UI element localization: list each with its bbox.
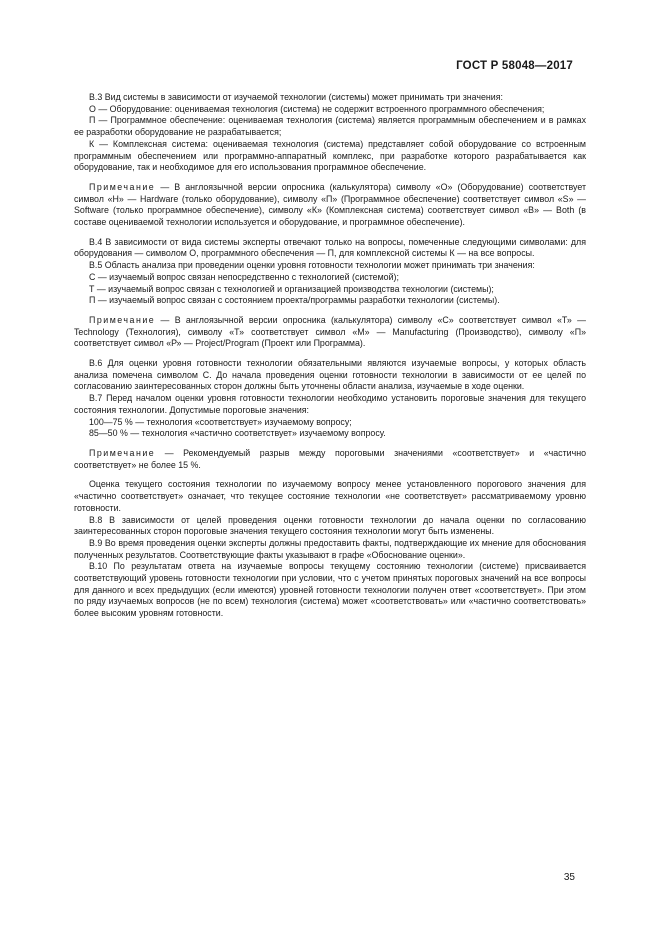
threshold-partial: 85—50 % — технология «частично соответствует» изучаемому вопросу. — [89, 428, 386, 439]
list-item-hardware: О — Оборудование: оцениваемая технология (система) не содержит встроенного программного обеспечения; — [89, 103, 545, 114]
paragraph-b9: В.9 Во время проведения оценки эксперты должны предоставить факты, подтверждающие их мнение для обоснования полученных результатов. Соответствующие факты указывают в графе «Обоснование оценки». — [74, 537, 586, 560]
threshold-full: 100—75 % — технология «соответствует» изучаемому вопросу; — [89, 416, 352, 427]
list-item-complex: К — Комплексная система: оцениваемая технология (система) представляет собой оборудование со встроенным программным обеспечением или программно-аппаратный комплекс, при разработке которого разрабатывается как оборудование, так и необходимое для его использования программное обеспечение. — [74, 138, 586, 173]
paragraph-assessment: Оценка текущего состояния технологии по изучаемому вопросу менее установленного порогового значения для «частично соответствует» означает, что текущее состояние технологии «не соответствует» рассматриваемому уровню готовности. — [74, 479, 586, 513]
note-label: Примечание — [89, 181, 156, 192]
standard-designation: ГОСТ Р 58048—2017 — [456, 60, 573, 72]
list-item-c: С — изучаемый вопрос связан непосредственно с технологией (системой); — [89, 271, 399, 282]
paragraph-b10: В.10 По результатам ответа на изучаемые вопросы текущему состоянию технологии (системе) присваивается соответствующий уровень готовности технологии при условии, что с учетом принятых пороговых значений на все вопросы для данного и всех предыдущих (если имеются) уровней готовности технологии получен ответ «соответствует». При этом по ряду изучаемых вопросов (не по всем) технология (система) может «соответствовать» или «частично соответствовать» более высоким уровням готовности. — [74, 561, 586, 619]
list-item-p: П — изучаемый вопрос связан с состоянием проекта/программы разработки технологии (системы). — [89, 295, 500, 306]
paragraph-b8: В.8 В зависимости от целей проведения оценки готовности технологии до начала оценки по согласованию заинтересованных сторон пороговые значения текущего состояния технологии могут быть изменены. — [74, 514, 586, 537]
paragraph-b7: В.7 Перед началом оценки уровня готовности технологии необходимо установить пороговые значения для текущего состояния технологии. Допустимые пороговые значения: — [74, 393, 586, 415]
list-item-t: Т — изучаемый вопрос связан с технологией и организацией производства технологии (системы); — [89, 283, 494, 294]
note-3-text: — Рекомендуемый разрыв между пороговыми значениями «соответствует» и «частично соответствует» не более 15 %. — [74, 447, 586, 470]
paragraph-b3: В.3 Вид системы в зависимости от изучаемой технологии (системы) может принимать три значения: — [89, 92, 503, 102]
note-2-text: — В англоязычной версии опросника (калькулятора) символу «С» соответствует символ «Т» — Technology (Технология), символу «Т» соответствует символ «М» — Manufacturing (Производство), символу «П» соответствует символ «Р» — Project/Program (Проект или Программа). — [74, 314, 586, 349]
paragraph-b5: В.5 Область анализа при проведении оценки уровня готовности технологии может принимать три значения: — [89, 260, 535, 271]
list-item-software: П — Программное обеспечение: оцениваемая технология (система) является программным обеспечением и в рамках ее разработки оборудование не разрабатывается; — [74, 115, 586, 138]
note-label: Примечание — [89, 447, 156, 458]
paragraph-b6: В.6 Для оценки уровня готовности технологии обязательными являются изучаемые вопросы, у которых область анализа помечена символом С. До начала проведения оценки готовности технологии в зависимости от ее целей по согласованию заинтересованных сторон должны быть уточнены области анализа, изучаемые в ходе оценки. — [74, 358, 586, 392]
note-3 — [74, 448, 586, 471]
note-2 — [74, 315, 586, 350]
page-number: 35 — [563, 872, 575, 883]
note-1-text: — В англоязычной версии опросника (калькулятора) символу «О» (Оборудование) соответствует символ «H» — Hardware (только оборудование), символу «П» (Программное обеспечение) соответствует символ «S» — Software (только программное обеспечение), символу «К» (Комплексная система) соответствует символ «B» — Both (в составе оцениваемой технологии используется и оборудование, и программное обеспечение). — [74, 181, 586, 228]
note-label: Примечание — [89, 314, 156, 325]
note-1 — [74, 182, 586, 229]
paragraph-b4: В.4 В зависимости от вида системы эксперты отвечают только на вопросы, помеченные следующими символами: для оборудования — символом О, программного обеспечения — П, для комплексной системы К — на все вопросы. — [74, 236, 586, 259]
document-body — [74, 92, 586, 620]
